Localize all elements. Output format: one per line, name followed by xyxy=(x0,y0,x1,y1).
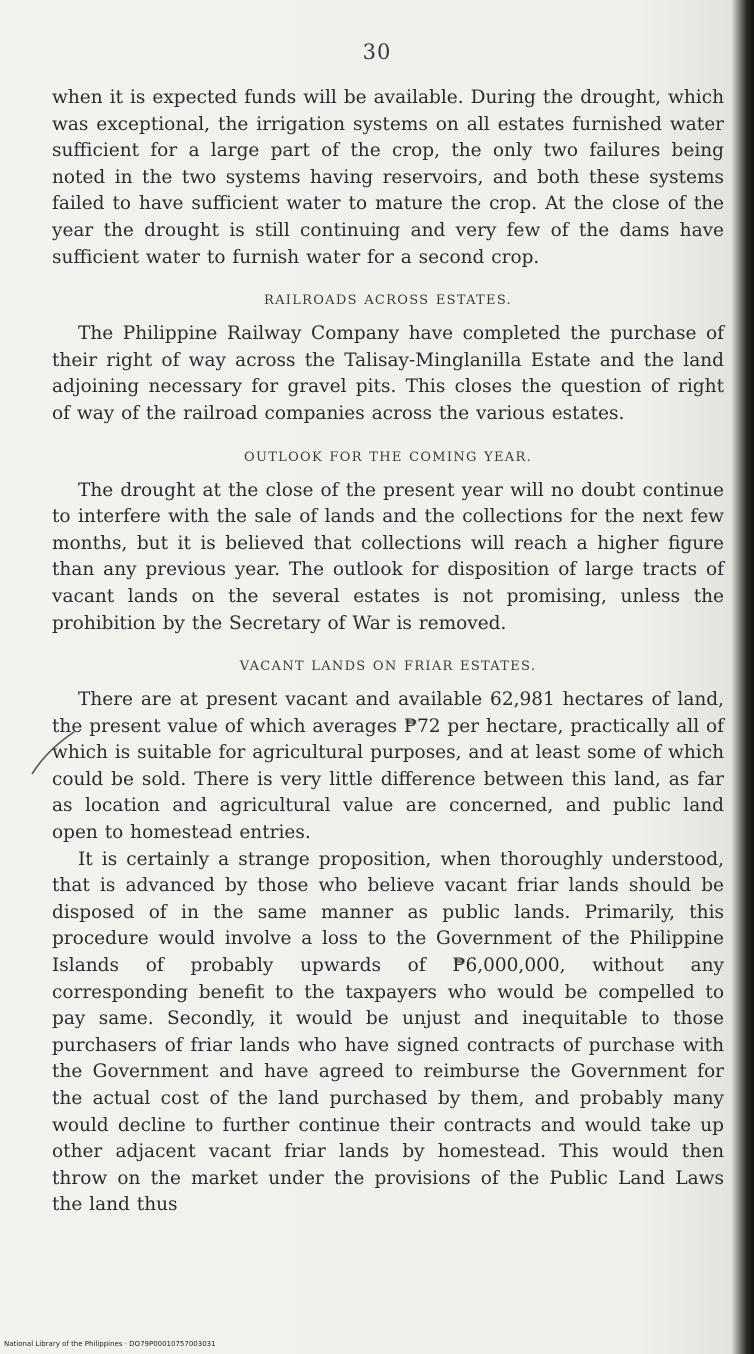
library-footer: National Library of the Philippines · DO79P00010757003031 xyxy=(4,1340,216,1348)
heading-outlook: OUTLOOK FOR THE COMING YEAR. xyxy=(243,449,533,465)
page-number: 30 xyxy=(362,40,392,64)
paragraph-railroads: The Philippine Railway Company have completed the purchase of their right of way across the Talisay-Minglanilla Estate and the land adjoining necessary for gravel pits. This closes the question of right of way of the railroad companies across the various estates. xyxy=(52,323,724,424)
heading-railroads: RAILROADS ACROSS ESTATES. xyxy=(263,293,512,309)
paragraph-vacant-lands-2: It is certainly a strange proposition, when thoroughly understood, that is advanced by those who believe vacant friar lands should be disposed of in the same manner as public lands. Primarily, this procedure would involve a loss to the Government of the Philippine Islands of probably upwards of ₱6,000,000, without any corresponding benefit to the taxpayers who would be compelled to pay same. Secondly, it would be unjust and inequitable to those purchasers of friar lands who have signed contracts of purchase with the Government and have agreed to reimburse the Government for the actual cost of the land purchased by them, and probably many would decline to further continue their contracts and would take up other adjacent vacant friar lands by homestead. This would then throw on the market under the provisions of the Public Land Laws the land thus xyxy=(52,848,724,1216)
paragraph-drought: when it is expected funds will be available. During the drought, which was exceptional, the irrigation systems on all estates furnished water sufficient for a large part of the crop, the only two failures being noted in the two systems having reservoirs, and both these systems failed to have sufficient water to mature the crop. At the close of the year the drought is still continuing and very few of the dams have sufficient water to furnish water for a second crop. xyxy=(52,87,724,268)
paragraph-outlook: The drought at the close of the present year will no doubt continue to interfere with the sale of lands and the collections for the next few months, but it is believed that collections will reach a higher figure than any previous year. The outlook for disposition of large tracts of vacant lands on the several estates is not promising, unless the prohibition by the Secretary of War is removed. xyxy=(52,479,724,634)
paragraph-vacant-lands-1: There are at present vacant and available 62,981 hectares of land, the present value of which averages ₱72 per hectare, practically all of which is suitable for agricultural purposes, and at least some of which could be sold. There is very little difference between this land, as far as location and agricultural value are concerned, and public land open to homestead entries. xyxy=(52,689,724,844)
document-body xyxy=(52,85,724,1219)
heading-vacant-lands: VACANT LANDS ON FRIAR ESTATES. xyxy=(239,659,537,675)
